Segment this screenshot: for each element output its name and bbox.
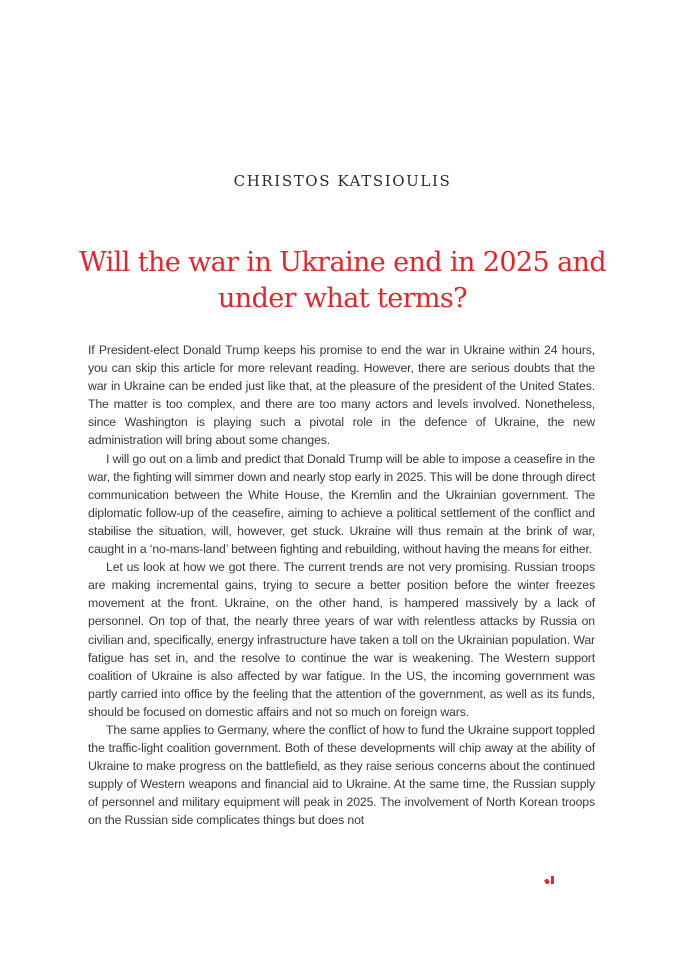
paragraph: If President-elect Donald Trump keeps his promise to end the war in Ukraine within 24 hours, you can skip this article for more relevant reading. However, there are serious doubts that the war in Ukraine can be ended just like that, at the pleasure of the president of the United States. The matter is too complex, and there are too many actors and levels involved. Nonetheless, since Washington is playing such a pivotal role in the defence of Ukraine, the new administration will bring about some changes. [88, 343, 595, 448]
paragraph: I will go out on a limb and predict that Donald Trump will be able to impose a ceasefire in the war, the fighting will simmer down and nearly stop early in 2025. This will be done through direct communication between the White House, the Kremlin and the Ukrainian government. The diplomatic follow-up of the ceasefire, aiming to achieve a political settlement of the conflict and stabilise the situation, will, however, get stuck. Ukraine will thus remain at the brink of war, caught in a ‘no-mans-land’ between fighting and rebuilding, without having the means for either. [88, 451, 595, 557]
paragraph: The same applies to Germany, where the conflict of how to fund the Ukraine support toppled the traffic-light coalition government. Both of these developments will chip away at the ability of Ukraine to make progress on the battlefield, as they raise serious concerns about the continued supply of Western weapons and financial aid to Ukraine. At the same time, the Russian supply of personnel and military equipment will peak in 2025. The involvement of North Korean troops on the Russian side complicates things but does not [88, 722, 595, 828]
logo-mark-left-icon [544, 878, 550, 884]
paragraph: Let us look at how we got there. The current trends are not very promising. Russian troops are making incremental gains, trying to secure a better position before the winter freezes movement at the front. Ukraine, on the other hand, is hampered massively by a lack of personnel. On top of that, the nearly three years of war with relentless attacks by Russia on civilian and, specifically, energy infrastructure have taken a toll on the Ukrainian population. War fatigue has set in, and the resolve to continue the war is weakening. The Western support coalition of Ukraine is also affected by war fatigue. In the US, the incoming government was partly carried into office by the feeling that the attention of the government, as well as its funds, should be focused on domestic affairs and not so much on foreign wars. [88, 560, 595, 719]
article-body [88, 341, 595, 830]
logo-mark-right-icon [551, 876, 554, 884]
publisher-logo-mark-icon [545, 876, 556, 885]
author-name: CHRISTOS KATSIOULIS [233, 172, 452, 190]
article-title: Will the war in Ukraine end in 2025 and under what terms? [78, 247, 607, 314]
